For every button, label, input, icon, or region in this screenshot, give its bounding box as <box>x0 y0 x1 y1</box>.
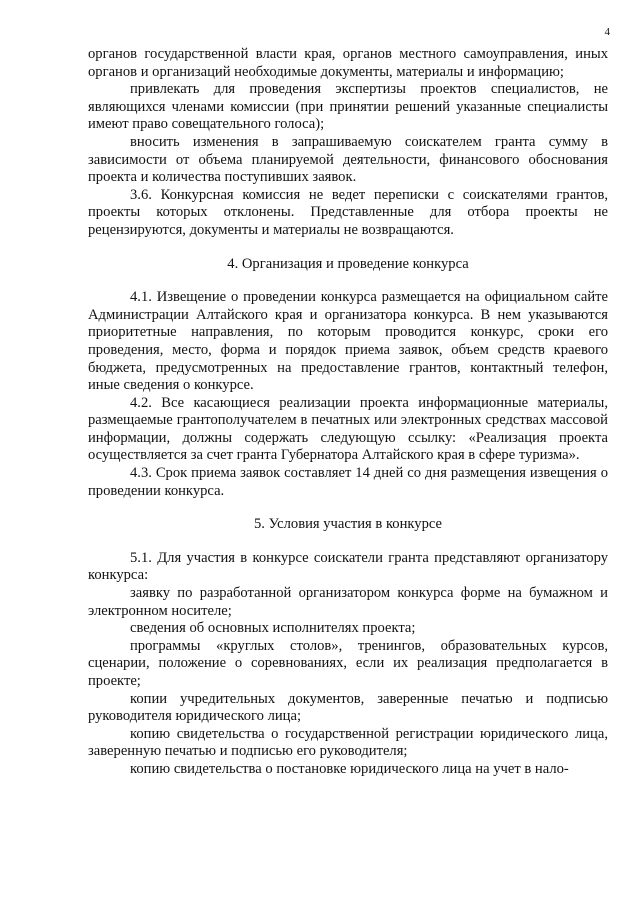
paragraph: 4.2. Все касающиеся реализации проекта информационные материалы, размещаемые грантополучателем в печатных или электронных средствах массовой информации, должны содержать следующую ссылку: «Реализация проекта осуществляется за счет гранта Губернатора Алтайского края в сфере туризма». <box>88 394 608 464</box>
section-heading: 5. Условия участия в конкурсе <box>253 516 443 533</box>
section-heading: 4. Организация и проведение конкурса <box>227 255 469 272</box>
paragraph: вносить изменения в запрашиваемую соискателем гранта сумму в зависимости от объема планируемой деятельности, финансового обоснования проекта и количества поступивших заявок. <box>88 133 608 186</box>
paragraph: 3.6. Конкурсная комиссия не ведет переписки с соискателями грантов, проекты которых отклонены. Представленные для отбора проекты не рецензируются, документы и материалы не возвращаются. <box>88 186 608 238</box>
paragraph: копию свидетельства о государственной регистрации юридического лица, заверенную печатью и подписью его руководителя; <box>88 725 608 760</box>
paragraph: копии учредительных документов, заверенные печатью и подписью руководителя юридического лица; <box>88 690 608 725</box>
paragraph: 4.3. Срок приема заявок составляет 14 дней со дня размещения извещения о проведении конкурса. <box>88 465 608 499</box>
paragraph: сведения об основных исполнителях проекта; <box>130 620 416 637</box>
paragraph: органов государственной власти края, органов местного самоуправления, иных органов и организаций необходимые документы, материалы и информацию; <box>88 46 608 80</box>
document-body <box>88 46 608 779</box>
paragraph: 5.1. Для участия в конкурсе соискатели гранта представляют организатору конкурса: <box>88 549 608 584</box>
paragraph: заявку по разработанной организатором конкурса форме на бумажном и электронном носителе; <box>88 585 608 619</box>
paragraph: 4.1. Извещение о проведении конкурса размещается на официальном сайте Администрации Алтайского края и организатора конкурса. В нем указываются приоритетные направления, по которым проводится конкурс, сроки его проведения, место, форма и порядок приема заявок, объем средств краевого бюджета, предусмотренных на предоставление грантов, контактный телефон, иные сведения о конкурсе. <box>88 289 608 394</box>
page-number: 4 <box>604 26 610 38</box>
paragraph: привлекать для проведения экспертизы проектов специалистов, не являющихся членами комиссии (при принятии решений указанные специалисты имеют право совещательного голоса); <box>88 81 608 133</box>
paragraph: программы «круглых столов», тренингов, образовательных курсов, сценарии, положение о соревнованиях, если их реализация предполагается в проекте; <box>88 637 608 689</box>
paragraph: копию свидетельства о постановке юридического лица на учет в нало- <box>130 760 569 777</box>
